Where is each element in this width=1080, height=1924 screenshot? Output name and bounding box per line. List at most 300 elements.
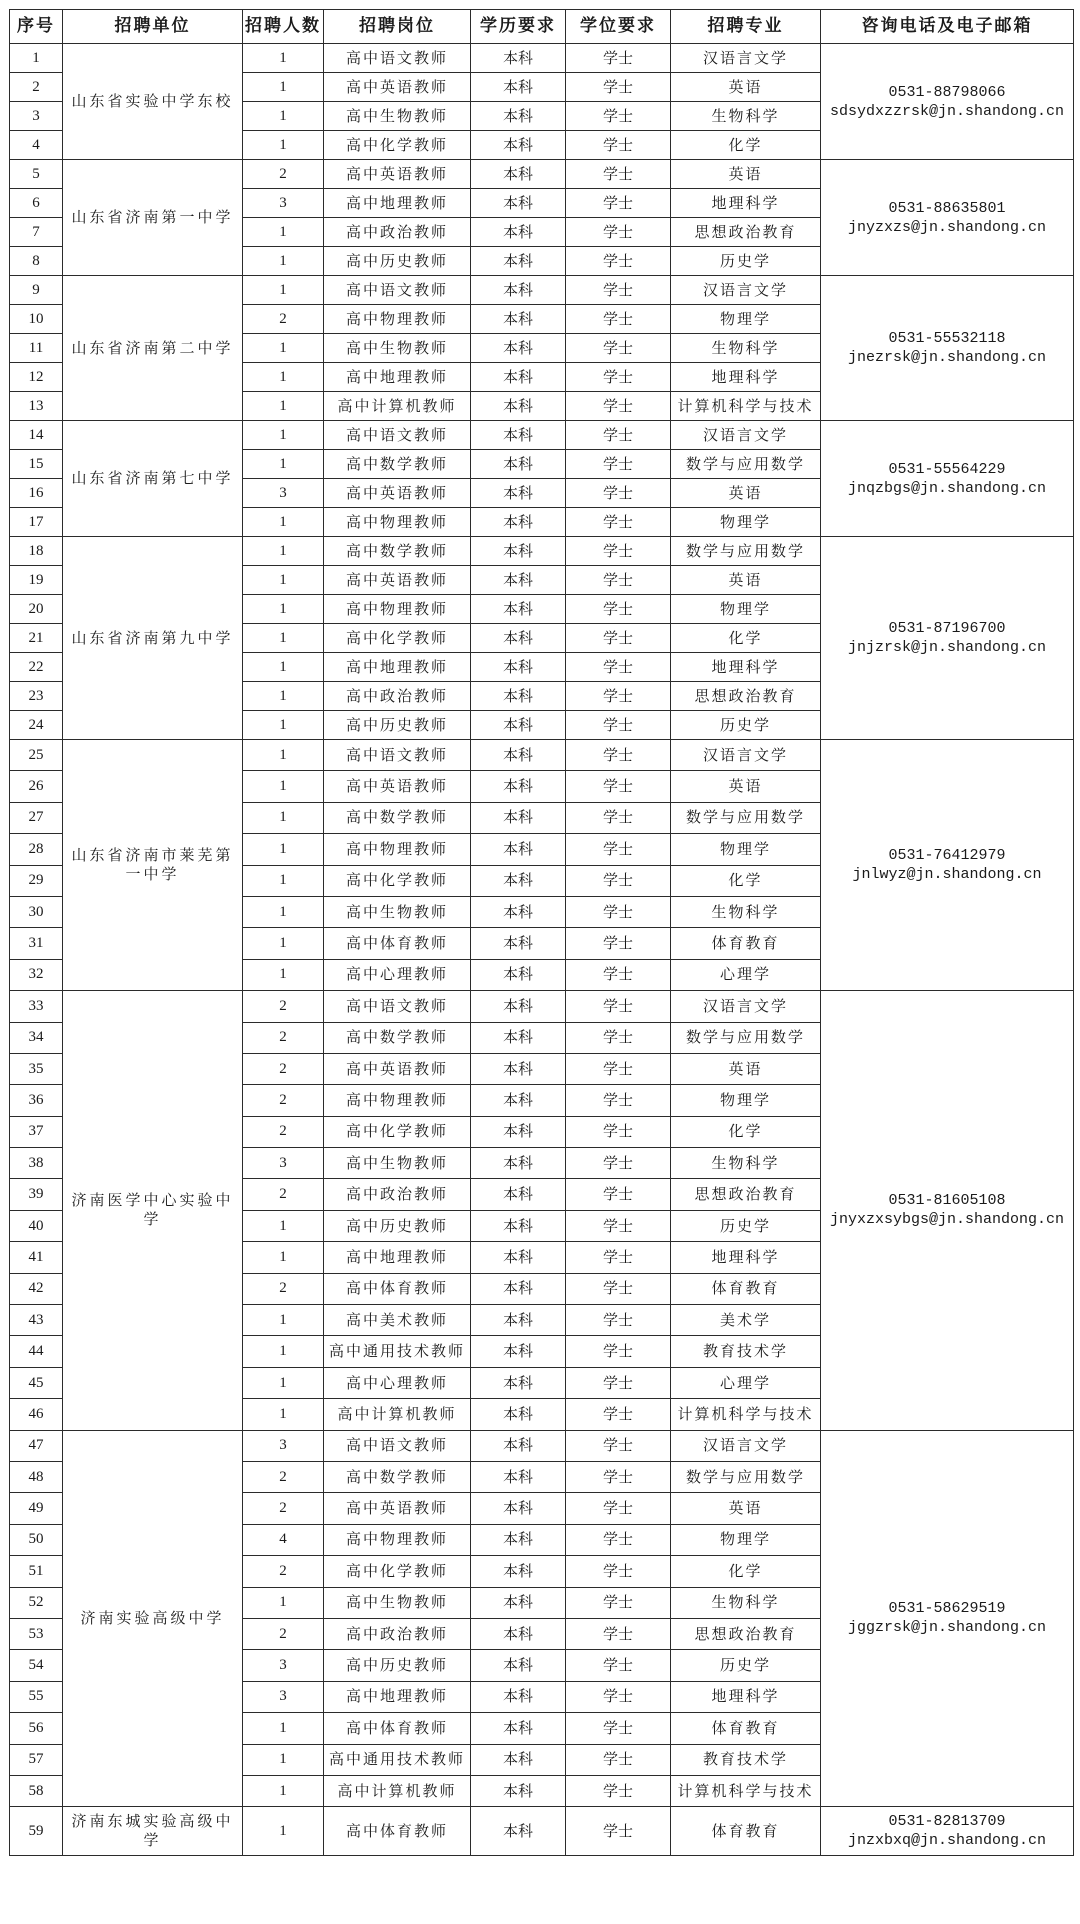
serial-cell: 4 bbox=[10, 131, 63, 160]
unit-cell: 山东省实验中学东校 bbox=[63, 44, 243, 160]
serial-cell: 53 bbox=[10, 1618, 63, 1649]
degree-cell: 学士 bbox=[566, 1053, 671, 1084]
count-cell: 2 bbox=[243, 1179, 324, 1210]
contact-cell bbox=[821, 421, 1074, 537]
serial-cell: 47 bbox=[10, 1430, 63, 1461]
post-cell: 高中历史教师 bbox=[324, 1210, 471, 1241]
count-cell: 1 bbox=[243, 711, 324, 740]
contact-phone: 0531-55564229 bbox=[888, 460, 1006, 478]
education-cell: 本科 bbox=[471, 1116, 566, 1147]
degree-cell: 学士 bbox=[566, 865, 671, 896]
post-cell: 高中计算机教师 bbox=[324, 1775, 471, 1806]
count-cell: 1 bbox=[243, 1336, 324, 1367]
serial-cell: 31 bbox=[10, 928, 63, 959]
education-cell: 本科 bbox=[471, 1085, 566, 1116]
serial-cell: 51 bbox=[10, 1556, 63, 1587]
serial-cell: 2 bbox=[10, 73, 63, 102]
serial-cell: 11 bbox=[10, 334, 63, 363]
major-cell: 化学 bbox=[671, 865, 821, 896]
education-cell: 本科 bbox=[471, 928, 566, 959]
count-cell: 3 bbox=[243, 1148, 324, 1179]
table-row bbox=[10, 740, 1074, 771]
count-cell: 2 bbox=[243, 1085, 324, 1116]
degree-cell: 学士 bbox=[566, 1085, 671, 1116]
degree-cell: 学士 bbox=[566, 392, 671, 421]
degree-cell: 学士 bbox=[566, 1493, 671, 1524]
major-cell: 思想政治教育 bbox=[671, 1618, 821, 1649]
degree-cell: 学士 bbox=[566, 624, 671, 653]
count-cell: 1 bbox=[243, 421, 324, 450]
count-cell: 1 bbox=[243, 102, 324, 131]
serial-cell: 35 bbox=[10, 1053, 63, 1084]
table-row bbox=[10, 160, 1074, 189]
degree-cell: 学士 bbox=[566, 1273, 671, 1304]
serial-cell: 44 bbox=[10, 1336, 63, 1367]
count-cell: 1 bbox=[243, 1587, 324, 1618]
post-cell: 高中地理教师 bbox=[324, 1242, 471, 1273]
post-cell: 高中美术教师 bbox=[324, 1305, 471, 1336]
education-cell: 本科 bbox=[471, 218, 566, 247]
serial-cell: 6 bbox=[10, 189, 63, 218]
count-cell: 1 bbox=[243, 73, 324, 102]
count-cell: 1 bbox=[243, 44, 324, 73]
post-cell: 高中体育教师 bbox=[324, 1713, 471, 1744]
major-cell: 历史学 bbox=[671, 247, 821, 276]
post-cell: 高中语文教师 bbox=[324, 421, 471, 450]
major-cell: 物理学 bbox=[671, 595, 821, 624]
contact-cell bbox=[821, 991, 1074, 1430]
major-cell: 物理学 bbox=[671, 305, 821, 334]
major-cell: 历史学 bbox=[671, 1210, 821, 1241]
serial-cell: 8 bbox=[10, 247, 63, 276]
serial-cell: 39 bbox=[10, 1179, 63, 1210]
post-cell: 高中物理教师 bbox=[324, 305, 471, 334]
post-cell: 高中历史教师 bbox=[324, 1650, 471, 1681]
post-cell: 高中通用技术教师 bbox=[324, 1336, 471, 1367]
degree-cell: 学士 bbox=[566, 1807, 671, 1856]
count-cell: 2 bbox=[243, 1116, 324, 1147]
header-education: 学历要求 bbox=[471, 10, 566, 44]
education-cell: 本科 bbox=[471, 131, 566, 160]
serial-cell: 7 bbox=[10, 218, 63, 247]
degree-cell: 学士 bbox=[566, 1713, 671, 1744]
table-row bbox=[10, 421, 1074, 450]
major-cell: 化学 bbox=[671, 1116, 821, 1147]
education-cell: 本科 bbox=[471, 1022, 566, 1053]
degree-cell: 学士 bbox=[566, 102, 671, 131]
degree-cell: 学士 bbox=[566, 1587, 671, 1618]
major-cell: 英语 bbox=[671, 160, 821, 189]
degree-cell: 学士 bbox=[566, 1430, 671, 1461]
post-cell: 高中计算机教师 bbox=[324, 1399, 471, 1430]
serial-cell: 23 bbox=[10, 682, 63, 711]
post-cell: 高中心理教师 bbox=[324, 1367, 471, 1398]
post-cell: 高中数学教师 bbox=[324, 450, 471, 479]
post-cell: 高中物理教师 bbox=[324, 1524, 471, 1555]
contact-email: jggzrsk@jn.shandong.cn bbox=[847, 1619, 1047, 1637]
table-row bbox=[10, 44, 1074, 73]
serial-cell: 58 bbox=[10, 1775, 63, 1806]
degree-cell: 学士 bbox=[566, 740, 671, 771]
serial-cell: 16 bbox=[10, 479, 63, 508]
post-cell: 高中数学教师 bbox=[324, 1461, 471, 1492]
education-cell: 本科 bbox=[471, 959, 566, 990]
header-post: 招聘岗位 bbox=[324, 10, 471, 44]
serial-cell: 49 bbox=[10, 1493, 63, 1524]
serial-cell: 36 bbox=[10, 1085, 63, 1116]
serial-cell: 55 bbox=[10, 1681, 63, 1712]
post-cell: 高中地理教师 bbox=[324, 363, 471, 392]
major-cell: 汉语言文学 bbox=[671, 44, 821, 73]
post-cell: 高中历史教师 bbox=[324, 711, 471, 740]
major-cell: 心理学 bbox=[671, 1367, 821, 1398]
education-cell: 本科 bbox=[471, 1775, 566, 1806]
serial-cell: 22 bbox=[10, 653, 63, 682]
degree-cell: 学士 bbox=[566, 682, 671, 711]
education-cell: 本科 bbox=[471, 247, 566, 276]
major-cell: 地理科学 bbox=[671, 653, 821, 682]
header-contact: 咨询电话及电子邮箱 bbox=[821, 10, 1074, 44]
post-cell: 高中语文教师 bbox=[324, 44, 471, 73]
education-cell: 本科 bbox=[471, 1524, 566, 1555]
major-cell: 体育教育 bbox=[671, 1273, 821, 1304]
major-cell: 汉语言文学 bbox=[671, 740, 821, 771]
education-cell: 本科 bbox=[471, 508, 566, 537]
contact-email: jnzxbxq@jn.shandong.cn bbox=[847, 1832, 1047, 1850]
count-cell: 1 bbox=[243, 959, 324, 990]
major-cell: 英语 bbox=[671, 1053, 821, 1084]
post-cell: 高中数学教师 bbox=[324, 1022, 471, 1053]
post-cell: 高中化学教师 bbox=[324, 131, 471, 160]
education-cell: 本科 bbox=[471, 1744, 566, 1775]
contact-phone: 0531-55532118 bbox=[888, 330, 1006, 347]
count-cell: 1 bbox=[243, 1367, 324, 1398]
degree-cell: 学士 bbox=[566, 1744, 671, 1775]
education-cell: 本科 bbox=[471, 991, 566, 1022]
serial-cell: 3 bbox=[10, 102, 63, 131]
education-cell: 本科 bbox=[471, 1493, 566, 1524]
post-cell: 高中生物教师 bbox=[324, 896, 471, 927]
major-cell: 计算机科学与技术 bbox=[671, 1399, 821, 1430]
count-cell: 3 bbox=[243, 479, 324, 508]
unit-cell: 山东省济南第二中学 bbox=[63, 276, 243, 421]
education-cell: 本科 bbox=[471, 1461, 566, 1492]
degree-cell: 学士 bbox=[566, 305, 671, 334]
degree-cell: 学士 bbox=[566, 1524, 671, 1555]
major-cell: 心理学 bbox=[671, 959, 821, 990]
serial-cell: 37 bbox=[10, 1116, 63, 1147]
major-cell: 汉语言文学 bbox=[671, 276, 821, 305]
serial-cell: 33 bbox=[10, 991, 63, 1022]
education-cell: 本科 bbox=[471, 802, 566, 833]
header-degree: 学位要求 bbox=[566, 10, 671, 44]
contact-email: jnezrsk@jn.shandong.cn bbox=[847, 349, 1047, 366]
major-cell: 化学 bbox=[671, 624, 821, 653]
degree-cell: 学士 bbox=[566, 1210, 671, 1241]
unit-cell: 山东省济南第一中学 bbox=[63, 160, 243, 276]
degree-cell: 学士 bbox=[566, 802, 671, 833]
major-cell: 地理科学 bbox=[671, 1242, 821, 1273]
post-cell: 高中语文教师 bbox=[324, 740, 471, 771]
serial-cell: 45 bbox=[10, 1367, 63, 1398]
post-cell: 高中体育教师 bbox=[324, 1273, 471, 1304]
serial-cell: 10 bbox=[10, 305, 63, 334]
post-cell: 高中生物教师 bbox=[324, 334, 471, 363]
serial-cell: 40 bbox=[10, 1210, 63, 1241]
count-cell: 1 bbox=[243, 740, 324, 771]
major-cell: 教育技术学 bbox=[671, 1336, 821, 1367]
count-cell: 1 bbox=[243, 566, 324, 595]
header-row bbox=[10, 10, 1074, 44]
major-cell: 物理学 bbox=[671, 1524, 821, 1555]
header-count: 招聘人数 bbox=[243, 10, 324, 44]
post-cell: 高中政治教师 bbox=[324, 1618, 471, 1649]
degree-cell: 学士 bbox=[566, 334, 671, 363]
serial-cell: 46 bbox=[10, 1399, 63, 1430]
unit-cell: 山东省济南市莱芜第一中学 bbox=[63, 740, 243, 991]
header-serial: 序号 bbox=[10, 10, 63, 44]
major-cell: 物理学 bbox=[671, 508, 821, 537]
education-cell: 本科 bbox=[471, 834, 566, 865]
major-cell: 生物科学 bbox=[671, 1587, 821, 1618]
count-cell: 1 bbox=[243, 802, 324, 833]
serial-cell: 28 bbox=[10, 834, 63, 865]
serial-cell: 21 bbox=[10, 624, 63, 653]
major-cell: 地理科学 bbox=[671, 189, 821, 218]
degree-cell: 学士 bbox=[566, 1399, 671, 1430]
contact-email: jnyzxzs@jn.shandong.cn bbox=[847, 218, 1047, 236]
education-cell: 本科 bbox=[471, 537, 566, 566]
contact-phone: 0531-76412979 bbox=[888, 847, 1006, 865]
serial-cell: 24 bbox=[10, 711, 63, 740]
education-cell: 本科 bbox=[471, 1053, 566, 1084]
contact-phone: 0531-82813709 bbox=[888, 1813, 1006, 1831]
post-cell: 高中体育教师 bbox=[324, 1807, 471, 1856]
serial-cell: 15 bbox=[10, 450, 63, 479]
education-cell: 本科 bbox=[471, 1148, 566, 1179]
degree-cell: 学士 bbox=[566, 131, 671, 160]
education-cell: 本科 bbox=[471, 1587, 566, 1618]
count-cell: 1 bbox=[243, 537, 324, 566]
major-cell: 计算机科学与技术 bbox=[671, 392, 821, 421]
major-cell: 数学与应用数学 bbox=[671, 537, 821, 566]
post-cell: 高中物理教师 bbox=[324, 595, 471, 624]
count-cell: 2 bbox=[243, 1273, 324, 1304]
contact-email: jnjzrsk@jn.shandong.cn bbox=[847, 639, 1047, 656]
degree-cell: 学士 bbox=[566, 1681, 671, 1712]
major-cell: 生物科学 bbox=[671, 896, 821, 927]
major-cell: 思想政治教育 bbox=[671, 218, 821, 247]
count-cell: 1 bbox=[243, 1744, 324, 1775]
degree-cell: 学士 bbox=[566, 1179, 671, 1210]
unit-cell: 山东省济南第七中学 bbox=[63, 421, 243, 537]
degree-cell: 学士 bbox=[566, 771, 671, 802]
table-row bbox=[10, 537, 1074, 566]
serial-cell: 5 bbox=[10, 160, 63, 189]
contact-email: jnlwyz@jn.shandong.cn bbox=[852, 866, 1042, 884]
serial-cell: 17 bbox=[10, 508, 63, 537]
degree-cell: 学士 bbox=[566, 1022, 671, 1053]
serial-cell: 25 bbox=[10, 740, 63, 771]
major-cell: 数学与应用数学 bbox=[671, 450, 821, 479]
major-cell: 数学与应用数学 bbox=[671, 802, 821, 833]
post-cell: 高中数学教师 bbox=[324, 802, 471, 833]
post-cell: 高中心理教师 bbox=[324, 959, 471, 990]
education-cell: 本科 bbox=[471, 1336, 566, 1367]
education-cell: 本科 bbox=[471, 624, 566, 653]
count-cell: 1 bbox=[243, 1242, 324, 1273]
serial-cell: 14 bbox=[10, 421, 63, 450]
serial-cell: 27 bbox=[10, 802, 63, 833]
major-cell: 地理科学 bbox=[671, 363, 821, 392]
contact-cell bbox=[821, 160, 1074, 276]
post-cell: 高中英语教师 bbox=[324, 1053, 471, 1084]
post-cell: 高中语文教师 bbox=[324, 276, 471, 305]
major-cell: 生物科学 bbox=[671, 1148, 821, 1179]
major-cell: 生物科学 bbox=[671, 102, 821, 131]
education-cell: 本科 bbox=[471, 363, 566, 392]
degree-cell: 学士 bbox=[566, 276, 671, 305]
degree-cell: 学士 bbox=[566, 247, 671, 276]
serial-cell: 38 bbox=[10, 1148, 63, 1179]
degree-cell: 学士 bbox=[566, 1116, 671, 1147]
post-cell: 高中英语教师 bbox=[324, 479, 471, 508]
major-cell: 英语 bbox=[671, 1493, 821, 1524]
post-cell: 高中地理教师 bbox=[324, 1681, 471, 1712]
contact-cell bbox=[821, 276, 1074, 421]
count-cell: 1 bbox=[243, 218, 324, 247]
education-cell: 本科 bbox=[471, 334, 566, 363]
serial-cell: 52 bbox=[10, 1587, 63, 1618]
post-cell: 高中政治教师 bbox=[324, 1179, 471, 1210]
major-cell: 体育教育 bbox=[671, 1713, 821, 1744]
unit-cell: 济南实验高级中学 bbox=[63, 1430, 243, 1807]
major-cell: 体育教育 bbox=[671, 1807, 821, 1856]
serial-cell: 48 bbox=[10, 1461, 63, 1492]
serial-cell: 26 bbox=[10, 771, 63, 802]
degree-cell: 学士 bbox=[566, 1775, 671, 1806]
degree-cell: 学士 bbox=[566, 450, 671, 479]
education-cell: 本科 bbox=[471, 1430, 566, 1461]
count-cell: 1 bbox=[243, 1807, 324, 1856]
education-cell: 本科 bbox=[471, 1807, 566, 1856]
serial-cell: 59 bbox=[10, 1807, 63, 1856]
post-cell: 高中体育教师 bbox=[324, 928, 471, 959]
count-cell: 2 bbox=[243, 160, 324, 189]
major-cell: 计算机科学与技术 bbox=[671, 1775, 821, 1806]
count-cell: 1 bbox=[243, 595, 324, 624]
education-cell: 本科 bbox=[471, 711, 566, 740]
post-cell: 高中英语教师 bbox=[324, 160, 471, 189]
degree-cell: 学士 bbox=[566, 73, 671, 102]
education-cell: 本科 bbox=[471, 1305, 566, 1336]
degree-cell: 学士 bbox=[566, 1461, 671, 1492]
count-cell: 2 bbox=[243, 1053, 324, 1084]
contact-cell bbox=[821, 740, 1074, 991]
education-cell: 本科 bbox=[471, 1367, 566, 1398]
count-cell: 1 bbox=[243, 131, 324, 160]
major-cell: 思想政治教育 bbox=[671, 682, 821, 711]
education-cell: 本科 bbox=[471, 595, 566, 624]
degree-cell: 学士 bbox=[566, 991, 671, 1022]
degree-cell: 学士 bbox=[566, 653, 671, 682]
major-cell: 思想政治教育 bbox=[671, 1179, 821, 1210]
post-cell: 高中物理教师 bbox=[324, 834, 471, 865]
count-cell: 2 bbox=[243, 1556, 324, 1587]
education-cell: 本科 bbox=[471, 653, 566, 682]
count-cell: 3 bbox=[243, 1650, 324, 1681]
degree-cell: 学士 bbox=[566, 566, 671, 595]
contact-phone: 0531-58629519 bbox=[888, 1600, 1006, 1618]
contact-phone: 0531-88635801 bbox=[888, 199, 1006, 217]
count-cell: 1 bbox=[243, 834, 324, 865]
post-cell: 高中生物教师 bbox=[324, 1148, 471, 1179]
major-cell: 英语 bbox=[671, 73, 821, 102]
major-cell: 物理学 bbox=[671, 834, 821, 865]
degree-cell: 学士 bbox=[566, 1242, 671, 1273]
post-cell: 高中政治教师 bbox=[324, 218, 471, 247]
degree-cell: 学士 bbox=[566, 537, 671, 566]
contact-phone: 0531-81605108 bbox=[888, 1192, 1006, 1210]
post-cell: 高中英语教师 bbox=[324, 1493, 471, 1524]
post-cell: 高中语文教师 bbox=[324, 1430, 471, 1461]
degree-cell: 学士 bbox=[566, 711, 671, 740]
major-cell: 汉语言文学 bbox=[671, 991, 821, 1022]
serial-cell: 32 bbox=[10, 959, 63, 990]
post-cell: 高中计算机教师 bbox=[324, 392, 471, 421]
contact-cell bbox=[821, 537, 1074, 740]
count-cell: 1 bbox=[243, 1775, 324, 1806]
education-cell: 本科 bbox=[471, 450, 566, 479]
degree-cell: 学士 bbox=[566, 1336, 671, 1367]
serial-cell: 54 bbox=[10, 1650, 63, 1681]
count-cell: 3 bbox=[243, 189, 324, 218]
serial-cell: 42 bbox=[10, 1273, 63, 1304]
serial-cell: 57 bbox=[10, 1744, 63, 1775]
education-cell: 本科 bbox=[471, 1681, 566, 1712]
major-cell: 物理学 bbox=[671, 1085, 821, 1116]
education-cell: 本科 bbox=[471, 1556, 566, 1587]
contact-cell bbox=[821, 1807, 1074, 1856]
contact-email: jnyxzxsybgs@jn.shandong.cn bbox=[829, 1211, 1065, 1229]
contact-phone: 0531-87196700 bbox=[888, 620, 1006, 637]
count-cell: 1 bbox=[243, 1399, 324, 1430]
count-cell: 1 bbox=[243, 896, 324, 927]
degree-cell: 学士 bbox=[566, 896, 671, 927]
education-cell: 本科 bbox=[471, 160, 566, 189]
contact-phone: 0531-88798066 bbox=[888, 83, 1006, 101]
header-major: 招聘专业 bbox=[671, 10, 821, 44]
education-cell: 本科 bbox=[471, 771, 566, 802]
education-cell: 本科 bbox=[471, 73, 566, 102]
major-cell: 化学 bbox=[671, 131, 821, 160]
major-cell: 化学 bbox=[671, 1556, 821, 1587]
count-cell: 2 bbox=[243, 1618, 324, 1649]
major-cell: 数学与应用数学 bbox=[671, 1461, 821, 1492]
degree-cell: 学士 bbox=[566, 189, 671, 218]
header-unit: 招聘单位 bbox=[63, 10, 243, 44]
contact-cell bbox=[821, 1430, 1074, 1807]
count-cell: 2 bbox=[243, 305, 324, 334]
count-cell: 1 bbox=[243, 247, 324, 276]
education-cell: 本科 bbox=[471, 305, 566, 334]
education-cell: 本科 bbox=[471, 1618, 566, 1649]
education-cell: 本科 bbox=[471, 189, 566, 218]
count-cell: 1 bbox=[243, 1210, 324, 1241]
major-cell: 英语 bbox=[671, 479, 821, 508]
education-cell: 本科 bbox=[471, 1650, 566, 1681]
education-cell: 本科 bbox=[471, 682, 566, 711]
